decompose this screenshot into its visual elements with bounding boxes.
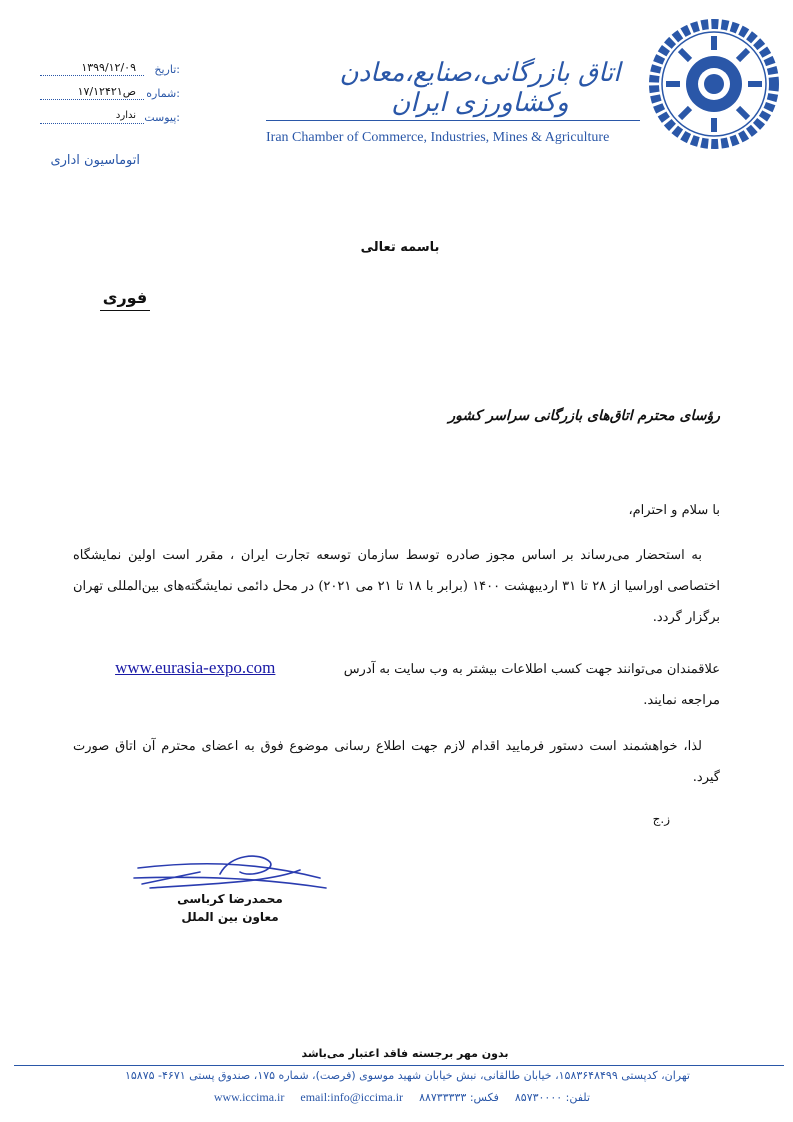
date-value: ۱۳۹۹/۱۲/۰۹ bbox=[40, 61, 144, 76]
footer-contact bbox=[170, 1090, 590, 1105]
attachment-label: پیوست: bbox=[144, 111, 180, 124]
expo-website-link[interactable]: www.eurasia-expo.com bbox=[115, 658, 276, 677]
paragraph-2-end: مراجعه نمایند. bbox=[643, 693, 720, 708]
attachment-value: ندارد bbox=[40, 109, 144, 124]
number-value: ۱۷/۱۲۴۲۱ص bbox=[40, 85, 144, 100]
iccima-logo-icon bbox=[648, 18, 780, 150]
footer-divider bbox=[14, 1065, 784, 1066]
footer-fax: فکس: ۸۸۷۳۳۳۳۳ bbox=[419, 1091, 499, 1104]
footer-address: تهران، کدپستی ۱۵۸۳۶۴۸۴۹۹، خیابان طالقانی، نبش خیابان شهید موسوی (فرصت)، شماره ۱۷۵، صندوق پستی ۴۶۷۱- ۱۵۸۷۵ bbox=[124, 1069, 690, 1082]
department-label: اتوماسیون اداری bbox=[50, 153, 140, 168]
date-label: تاریخ: bbox=[154, 63, 180, 76]
date-row bbox=[40, 58, 180, 76]
signer-block bbox=[170, 890, 290, 926]
footer-email[interactable]: email:info@iccima.ir bbox=[300, 1090, 404, 1104]
footer-phone: تلفن: ۸۵۷۳۰۰۰۰ bbox=[514, 1091, 590, 1104]
signer-name: محمدرضا کرباسی bbox=[177, 892, 283, 906]
basmala-heading: باسمه تعالی bbox=[360, 240, 440, 255]
paragraph-2 bbox=[73, 652, 720, 716]
greeting: با سلام و احترام، bbox=[628, 503, 720, 518]
paragraph-3: لذا، خواهشمند است دستور فرمایید اقدام لازم جهت اطلاع رسانی موضوع فوق به اعضای محترم آن اتاق صورت گیرد. bbox=[73, 739, 720, 785]
attachment-row bbox=[40, 106, 180, 124]
number-row bbox=[40, 82, 180, 100]
initials: ز.ج bbox=[652, 812, 670, 826]
paragraph-1: به استحضار می‌رساند بر اساس مجوز صادره توسط سازمان توسعه تجارت ایران ، مقرر است اولین نمایشگاه اختصاصی اوراسیا از ۲۸ تا ۳۱ اردیبهشت ۱۴۰۰ (برابر با ۱۸ تا ۲۱ می ۲۰۲۱) در محل دائمی نمایشگته‌های بین‌المللی تهران برگزار گردد. bbox=[73, 548, 721, 625]
header-divider bbox=[266, 120, 640, 121]
recipient-line: رؤسای محترم اتاق‌های بازرگانی سراسر کشور bbox=[448, 408, 720, 424]
signer-title: معاون بین الملل bbox=[181, 910, 279, 924]
number-label: شماره: bbox=[146, 87, 180, 100]
seal-note: بدون مهر برجسته فاقد اعتبار می‌باشد bbox=[301, 1047, 509, 1060]
english-org-title: Iran Chamber of Commerce, Industries, Mines & Agriculture bbox=[266, 130, 610, 145]
footer-website[interactable]: www.iccima.ir bbox=[213, 1090, 285, 1104]
urgency-label: فوری bbox=[100, 288, 150, 311]
persian-org-title: اتاق بازرگانی،صنایع،معادن وکشاورزی ایران bbox=[339, 58, 621, 118]
paragraph-2-text: علاقمندان می‌توانند جهت کسب اطلاعات بیشتر به وب سایت به آدرس bbox=[343, 662, 720, 677]
